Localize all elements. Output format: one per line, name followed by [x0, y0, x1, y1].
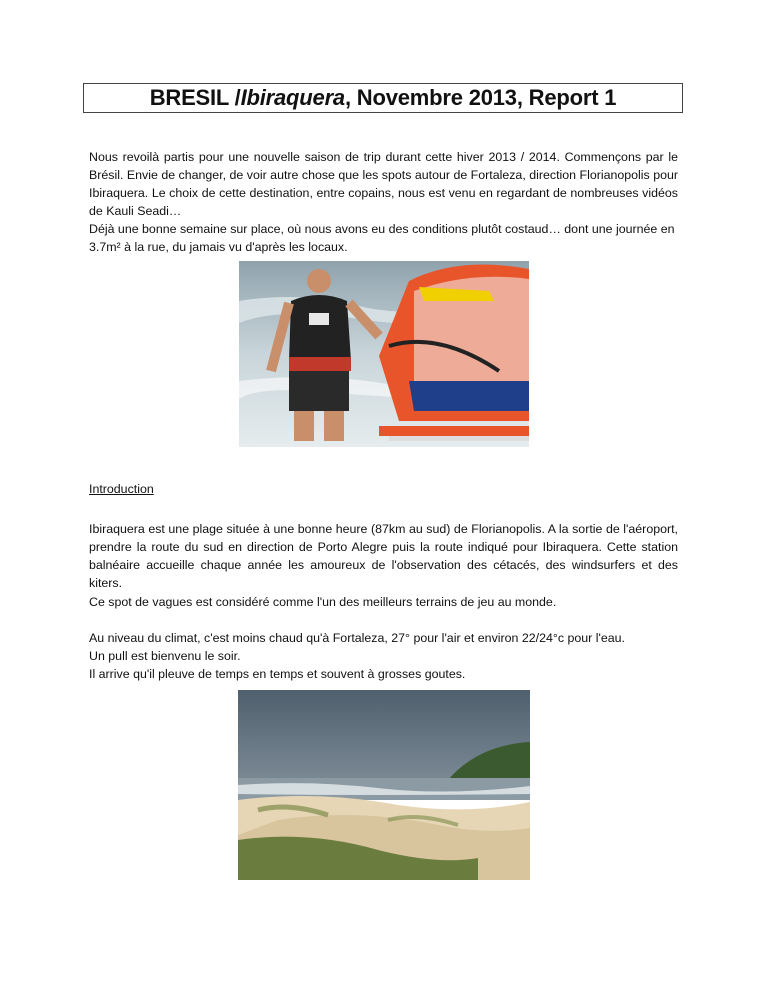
climate-line: Il arrive qu'il pleuve de temps en temps et souvent à grosses goutes.	[89, 667, 466, 681]
intro-paragraph: Nous revoilà partis pour une nouvelle saison de trip durant cette hiver 2013 / 2014. Commençons par le Brésil. Envie de changer, de voir autre chose que les spots autour de Fortaleza, direction Florianopolis pour Ibiraquera. Le choix de cette destination, entre copains, nous est venu en regardant de nombreuses vidéos de Kauli Seadi…	[89, 150, 678, 218]
introduction-heading: Introduction	[89, 482, 154, 496]
conditions-paragraph: Déjà une bonne semaine sur place, où nous avons eu des conditions plutôt costaud… dont une journée en 3.7m² à la rue, du jamais vu d'après les locaux.	[89, 222, 675, 254]
climate-line: Au niveau du climat, c'est moins chaud qu'à Fortaleza, 27° pour l'air et environ 22/24°c pour l'eau.	[89, 631, 625, 645]
spot-paragraph: Ce spot de vagues est considéré comme l'un des meilleurs terrains de jeu au monde.	[89, 595, 557, 609]
climate-line: Un pull est bienvenu le soir.	[89, 649, 241, 663]
page-title	[83, 83, 683, 113]
title-place: Ibiraquera	[240, 85, 345, 110]
location-paragraph: Ibiraquera est une plage située à une bonne heure (87km au sud) de Florianopolis. A la sortie de l'aéroport, prendre la route du sud en direction de Porto Alegre puis la route indiqué pour Ibiraquera. Cette station balnéaire accueille chaque année les amoureux de l'observation des cétacés, des windsurfers et des kiters.	[89, 522, 678, 590]
climate-paragraph	[89, 629, 678, 683]
beach-dunes-photo	[238, 690, 530, 880]
windsurfer-photo	[239, 261, 529, 447]
title-prefix: BRESIL /	[149, 85, 241, 110]
title-suffix: , Novembre 2013, Report 1	[344, 85, 617, 110]
